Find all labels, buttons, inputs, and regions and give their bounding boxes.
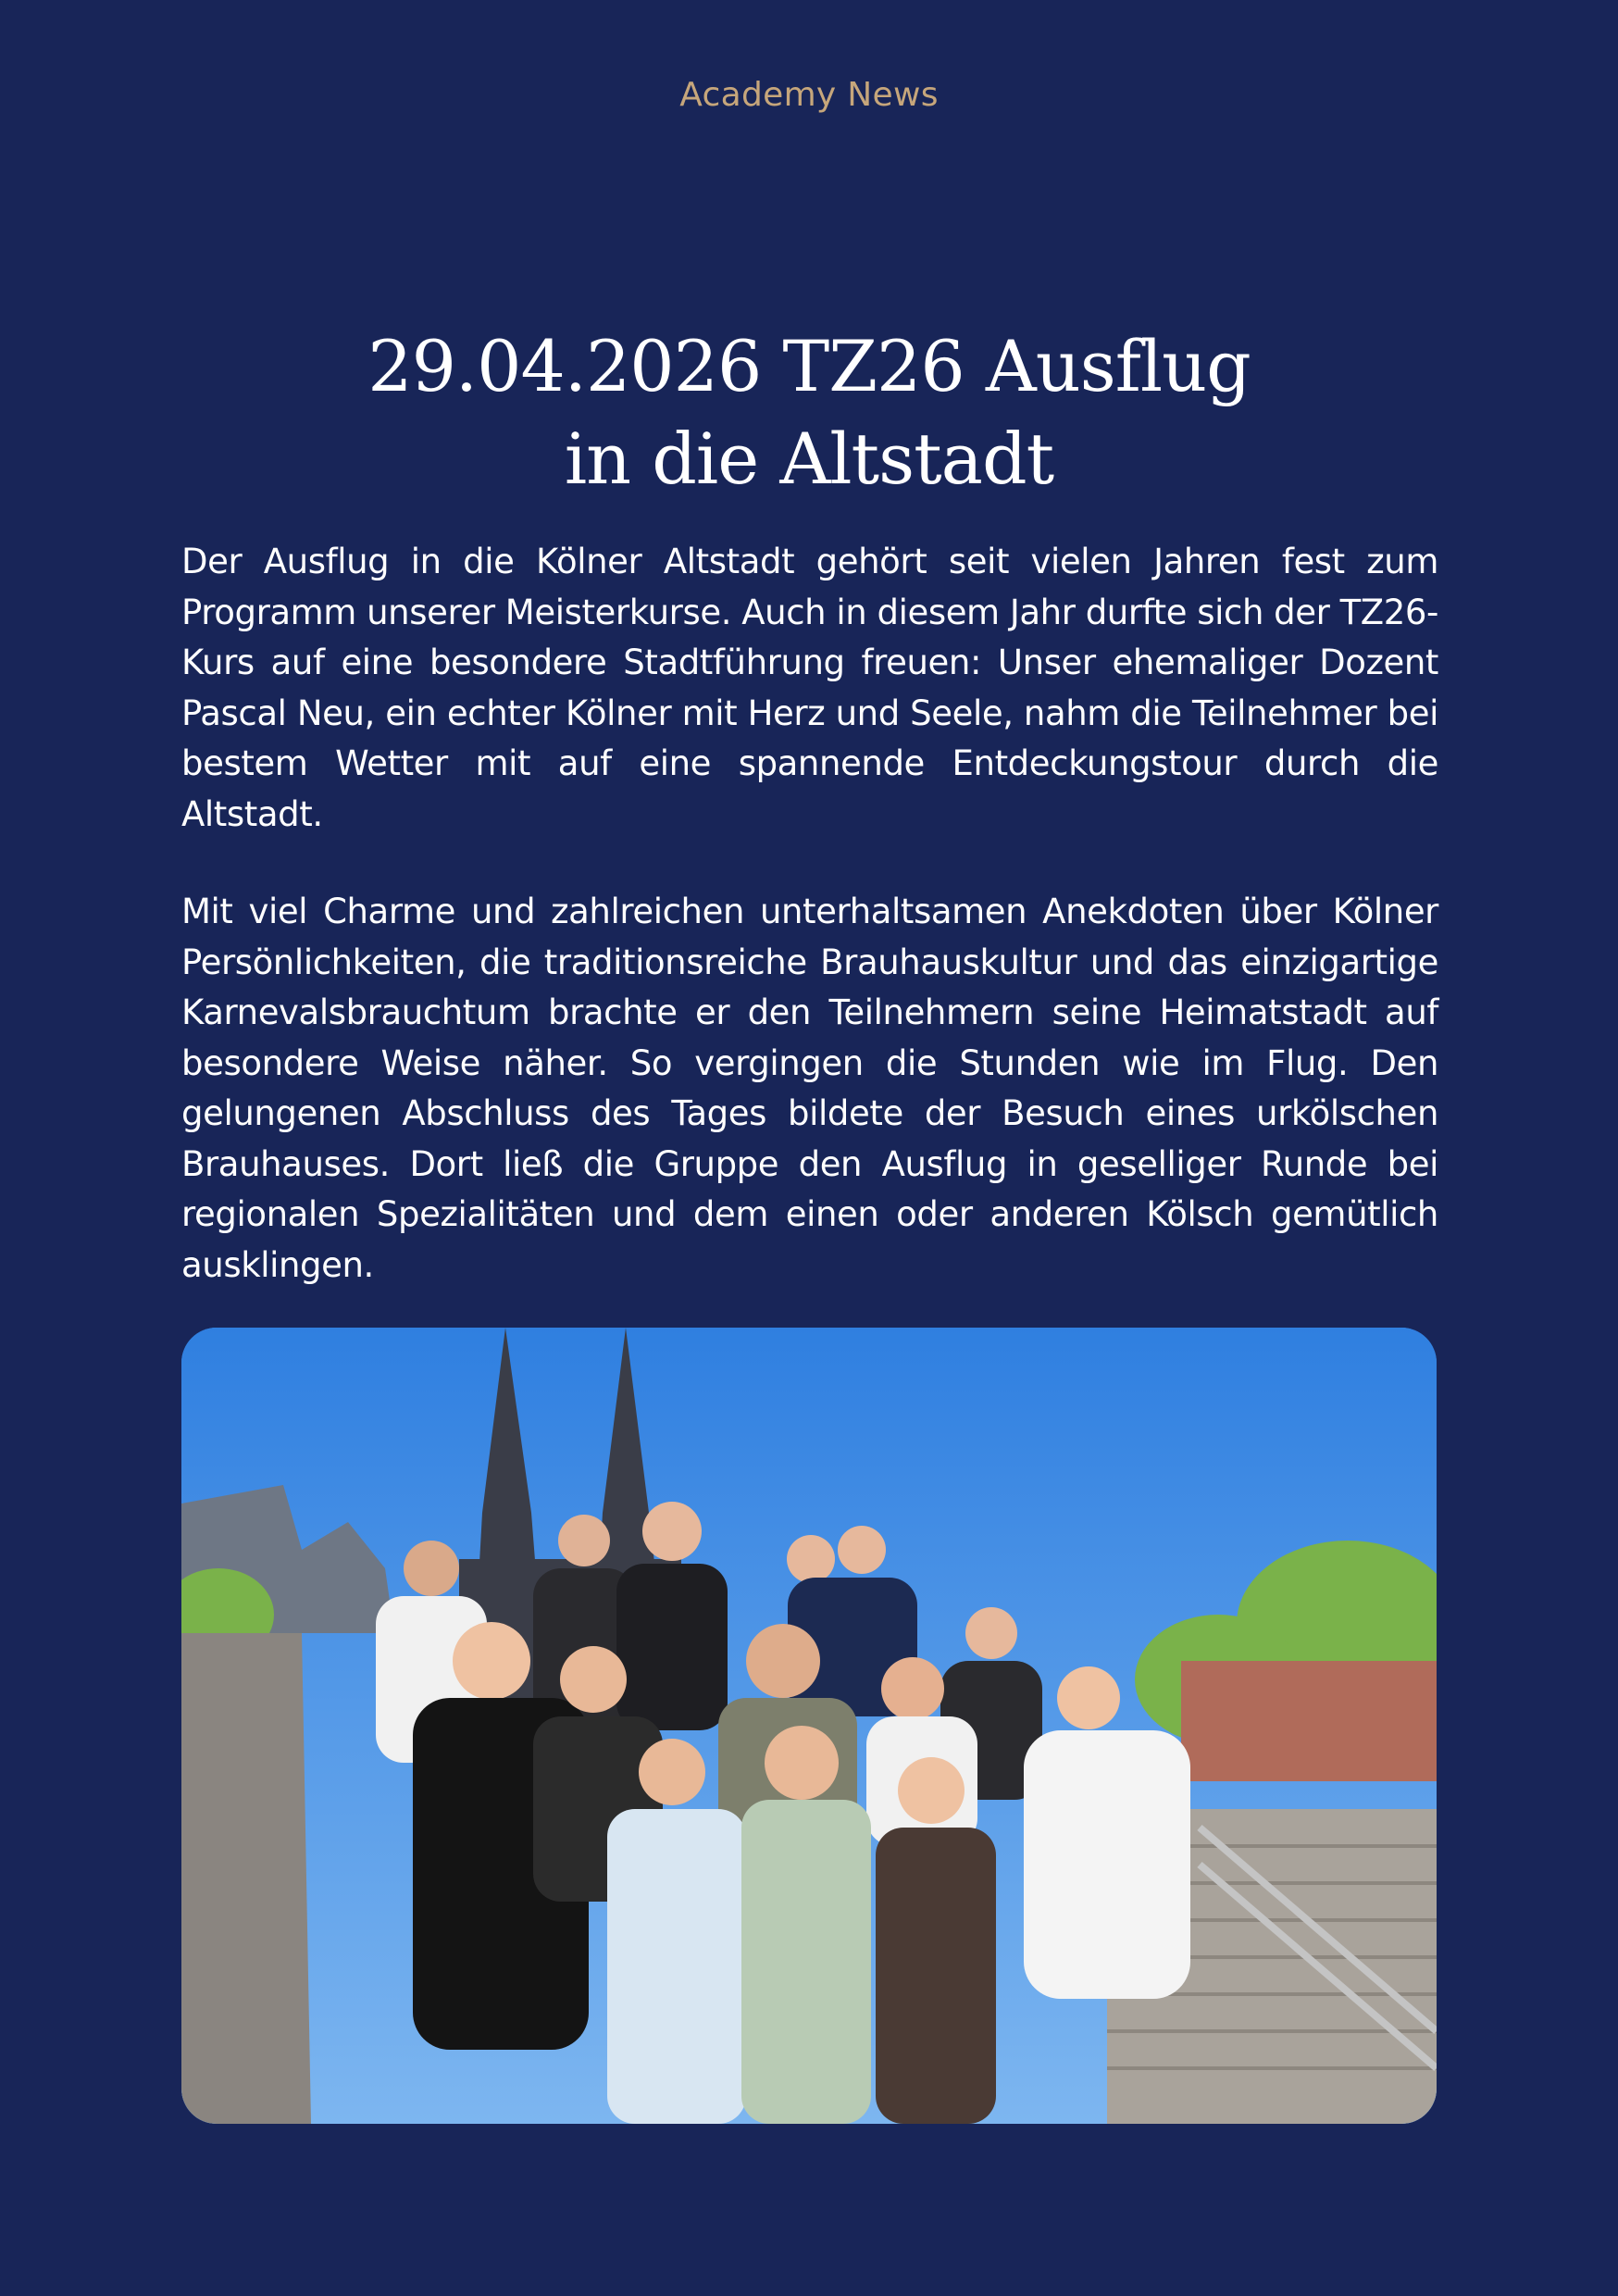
group-photo-illustration	[181, 1328, 1437, 2124]
article-paragraph-1: Der Ausflug in die Kölner Altstadt gehört seit vielen Jahren fest zum Programm unserer Meisterkurse. Auch in diesem Jahr durfte sich der TZ26-Kurs auf eine besondere Stadtführung freuen: Unser ehemaliger Dozent Pascal Neu, ein echter Kölner mit Herz und Seele, nahm die Teilnehmer bei bestem Wetter mit auf eine spannende Entdeckungstour durch die Altstadt.	[181, 542, 1438, 834]
group-photo	[181, 1328, 1437, 2124]
article-title	[0, 320, 1618, 505]
article-paragraph-2: Mit viel Charme und zahlreichen unterhaltsamen Anekdoten über Kölner Persönlichkeiten, die traditionsreiche Brauhauskultur und das einzigartige Karnevalsbrauchtum brachte er den Teilnehmern seine Heimatstadt auf besondere Weise näher. So vergingen die Stunden wie im Flug. Den gelungenen Abschluss des Tages bildete der Besuch eines urkölschen Brauhauses. Dort ließ die Gruppe den Ausflug in geselliger Runde bei regionalen Spezialitäten und dem einen oder anderen Kölsch gemütlich ausklingen.	[181, 892, 1438, 1285]
newsletter-header: Academy News	[679, 76, 939, 114]
article-title-line-2: in die Altstadt	[564, 418, 1054, 500]
article-title-line-1: 29.04.2026 TZ26 Ausflug	[367, 325, 1251, 407]
